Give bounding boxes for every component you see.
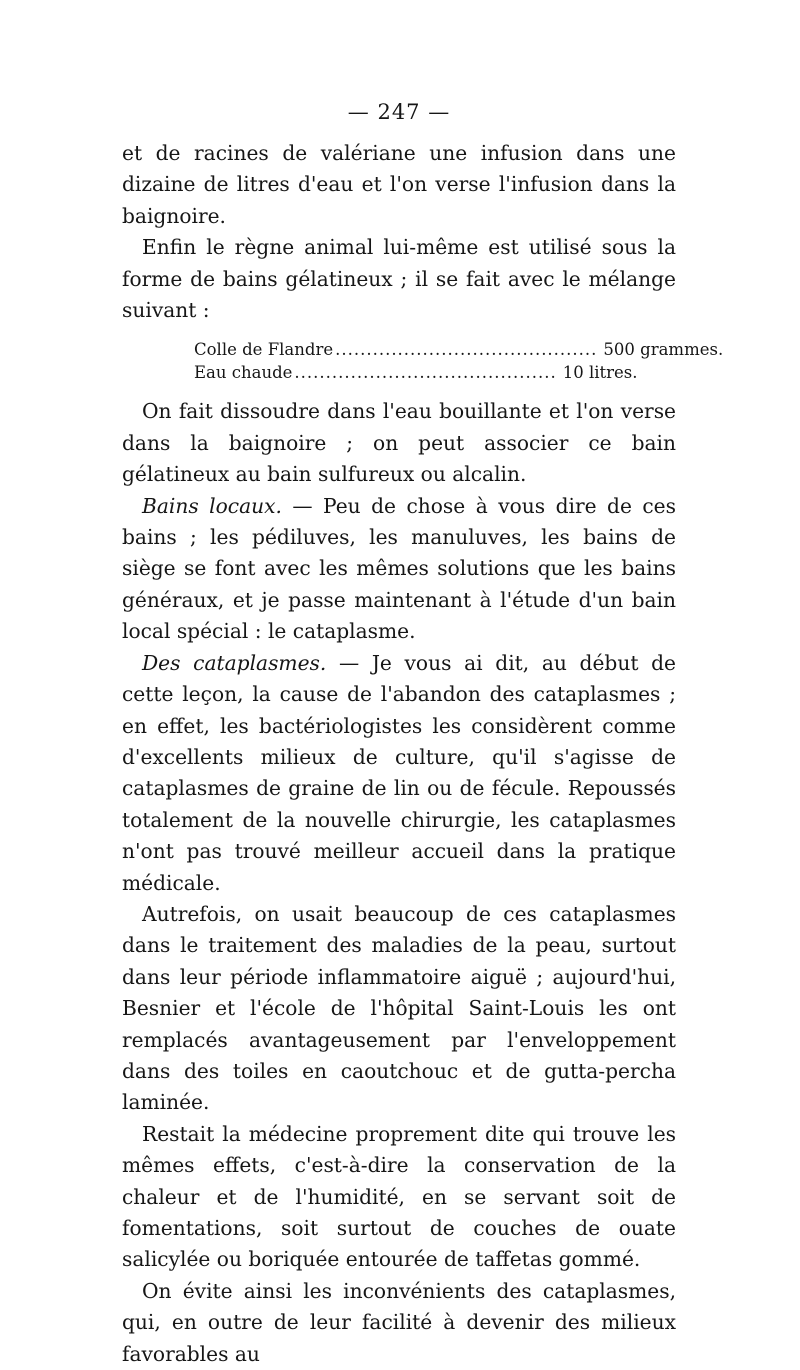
paragraph-1: et de racines de valériane une infusion dans une dizaine de litres d'eau et l'on verse l'infusion dans la baignoire. (122, 141, 676, 228)
recipe-row (194, 338, 724, 361)
paragraph-2: Enfin le règne animal lui-même est utilisé sous la forme de bains gélatineux ; il se fait avec le mélange suivant : (122, 235, 676, 323)
recipe-list (194, 338, 724, 384)
paragraph-5 (122, 648, 676, 899)
paragraph-5-body: — Je vous ai dit, au début de cette leçon, la cause de l'abandon des cataplasmes ; en effet, les bactériologistes les considèrent comme d'excellents milieux de culture, qu'il s'agisse de cataplasmes de graine de lin ou de fécule. Repoussés totalement de la nouvelle chirurgie, les cataplasmes n'ont pas trouvé meilleur accueil dans la pratique médicale. (122, 650, 676, 895)
paragraph-3: On fait dissoudre dans l'eau bouillante et l'on verse dans la baignoire ; on peut associer ce bain gélatineux au bain sulfureux ou alcalin. (122, 399, 676, 487)
paragraph-8: On évite ainsi les inconvénients des cataplasmes, qui, en outre de leur facilité à devenir des milieux favorables au (122, 1278, 676, 1366)
paragraph-4 (122, 491, 676, 648)
ingredient-name: Colle de Flandre (194, 340, 334, 360)
recipe-row (194, 361, 638, 384)
ingredient-quantity: 500 grammes. (603, 340, 724, 360)
section-heading-bains-locaux: Bains locaux. (142, 493, 282, 518)
paragraph-4-body: — Peu de chose à vous dire de ces bains ; les pédiluves, les manuluves, les bains de siège se font avec les mêmes solutions que les bains généraux, et je passe maintenant à l'étude d'un bain local spécial : le cataplasme. (122, 493, 676, 644)
ingredient-quantity: 10 litres. (562, 363, 638, 383)
section-heading-cataplasmes: Des cataplasmes. (142, 650, 327, 675)
ingredient-name: Eau chaude (194, 363, 293, 383)
paragraph-6: Autrefois, on usait beaucoup de ces cataplasmes dans le traitement des maladies de la peau, surtout dans leur période inflammatoire aiguë ; aujourd'hui, Besnier et l'école de l'hôpital Saint-Louis les ont remplacés avantageusement par l'enveloppement dans des toiles en caoutchouc et de gutta-percha laminée. (122, 901, 676, 1115)
page-number: — 247 — (347, 100, 451, 124)
body-text (122, 138, 724, 1370)
paragraph-7: Restait la médecine proprement dite qui trouve les mêmes effets, c'est-à-dire la conservation de la chaleur et de l'humidité, en se servant soit de fomentations, soit surtout de couches de ouate salicylée ou boriquée entourée de taffetas gommé. (122, 1121, 676, 1272)
dot-leader: .......................................... (294, 363, 557, 383)
dot-leader: .......................................... (335, 340, 598, 360)
